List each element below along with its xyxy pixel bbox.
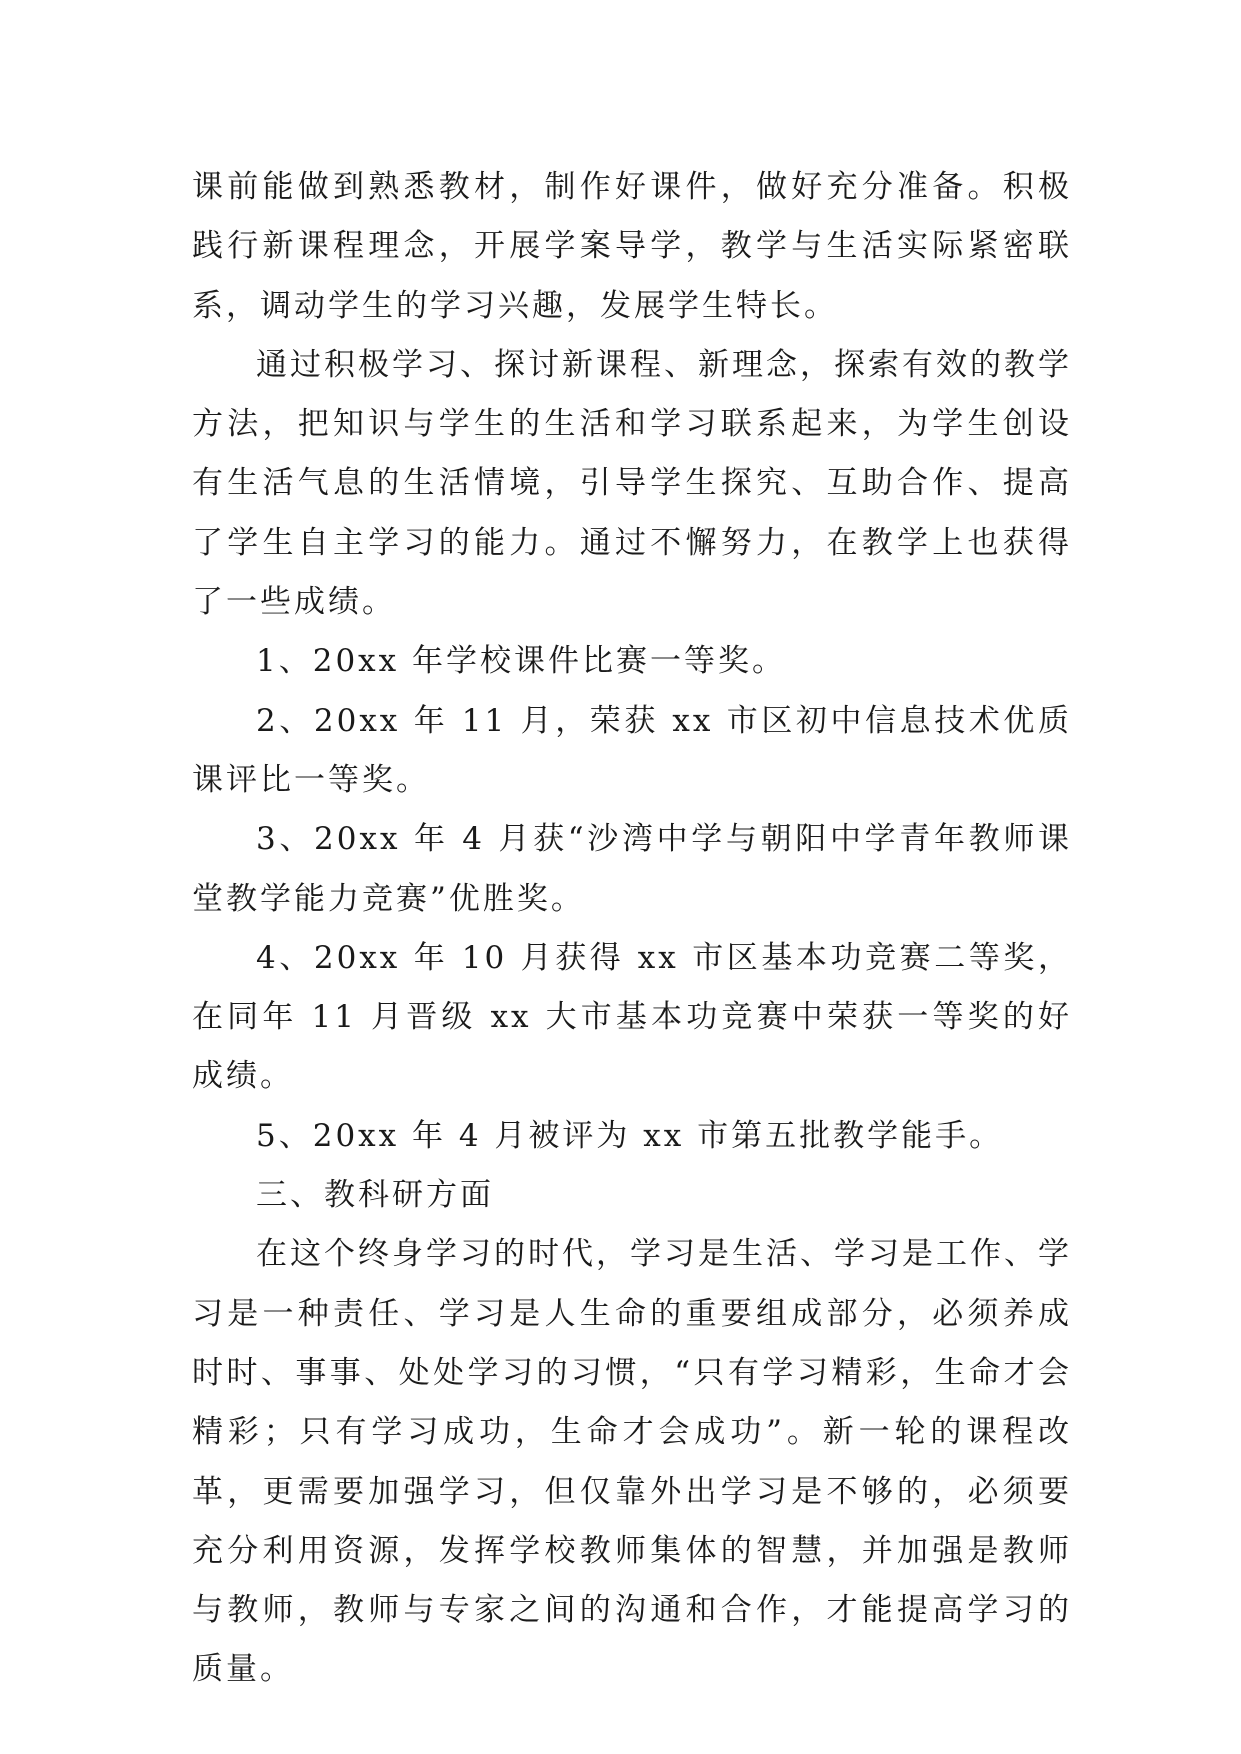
award-item-5: 5、20xx 年 4 月被评为 xx 市第五批教学能手。 xyxy=(256,1117,1004,1154)
paragraph-lesson-prep: 课前能做到熟悉教材，制作好课件，做好充分准备。积极践行新课程理念，开展学案导学，教学与生活实际紧密联系，调动学生的学习兴趣，发展学生特长。 xyxy=(192,169,1072,324)
award-item-4: 4、20xx 年 10 月获得 xx 市区基本功竞赛二等奖，在同年 11 月晋级 xx 大市基本功竞赛中荣获一等奖的好成绩。 xyxy=(192,939,1072,1095)
award-item-1: 1、20xx 年学校课件比赛一等奖。 xyxy=(256,643,786,680)
award-item-3: 3、20xx 年 4 月获“沙湾中学与朝阳中学青年教师课堂教学能力竞赛”优胜奖。 xyxy=(192,821,1072,917)
section-heading-research: 三、教科研方面 xyxy=(256,1177,494,1214)
paragraph-lifelong-learning: 在这个终身学习的时代，学习是生活、学习是工作、学习是一种责任、学习是人生命的重要组成部分，必须养成时时、事事、处处学习的习惯，“只有学习精彩，生命才会精彩；只有学习成功，生命才会成功”。新一轮的课程改革，更需要加强学习，但仅靠外出学习是不够的，必须要充分利用资源，发挥学校教师集体的智慧，并加强是教师与教师，教师与专家之间的沟通和合作，才能提高学习的质量。 xyxy=(192,1236,1072,1688)
paragraph-teaching-methods: 通过积极学习、探讨新课程、新理念，探索有效的教学方法，把知识与学生的生活和学习联系起来，为学生创设有生活气息的生活情境，引导学生探究、互助合作、提高了学生自主学习的能力。通过不懈努力，在教学上也获得了一些成绩。 xyxy=(192,346,1072,621)
award-item-2: 2、20xx 年 11 月，荣获 xx 市区初中信息技术优质课评比一等奖。 xyxy=(192,702,1072,798)
document-body xyxy=(192,158,1072,1700)
